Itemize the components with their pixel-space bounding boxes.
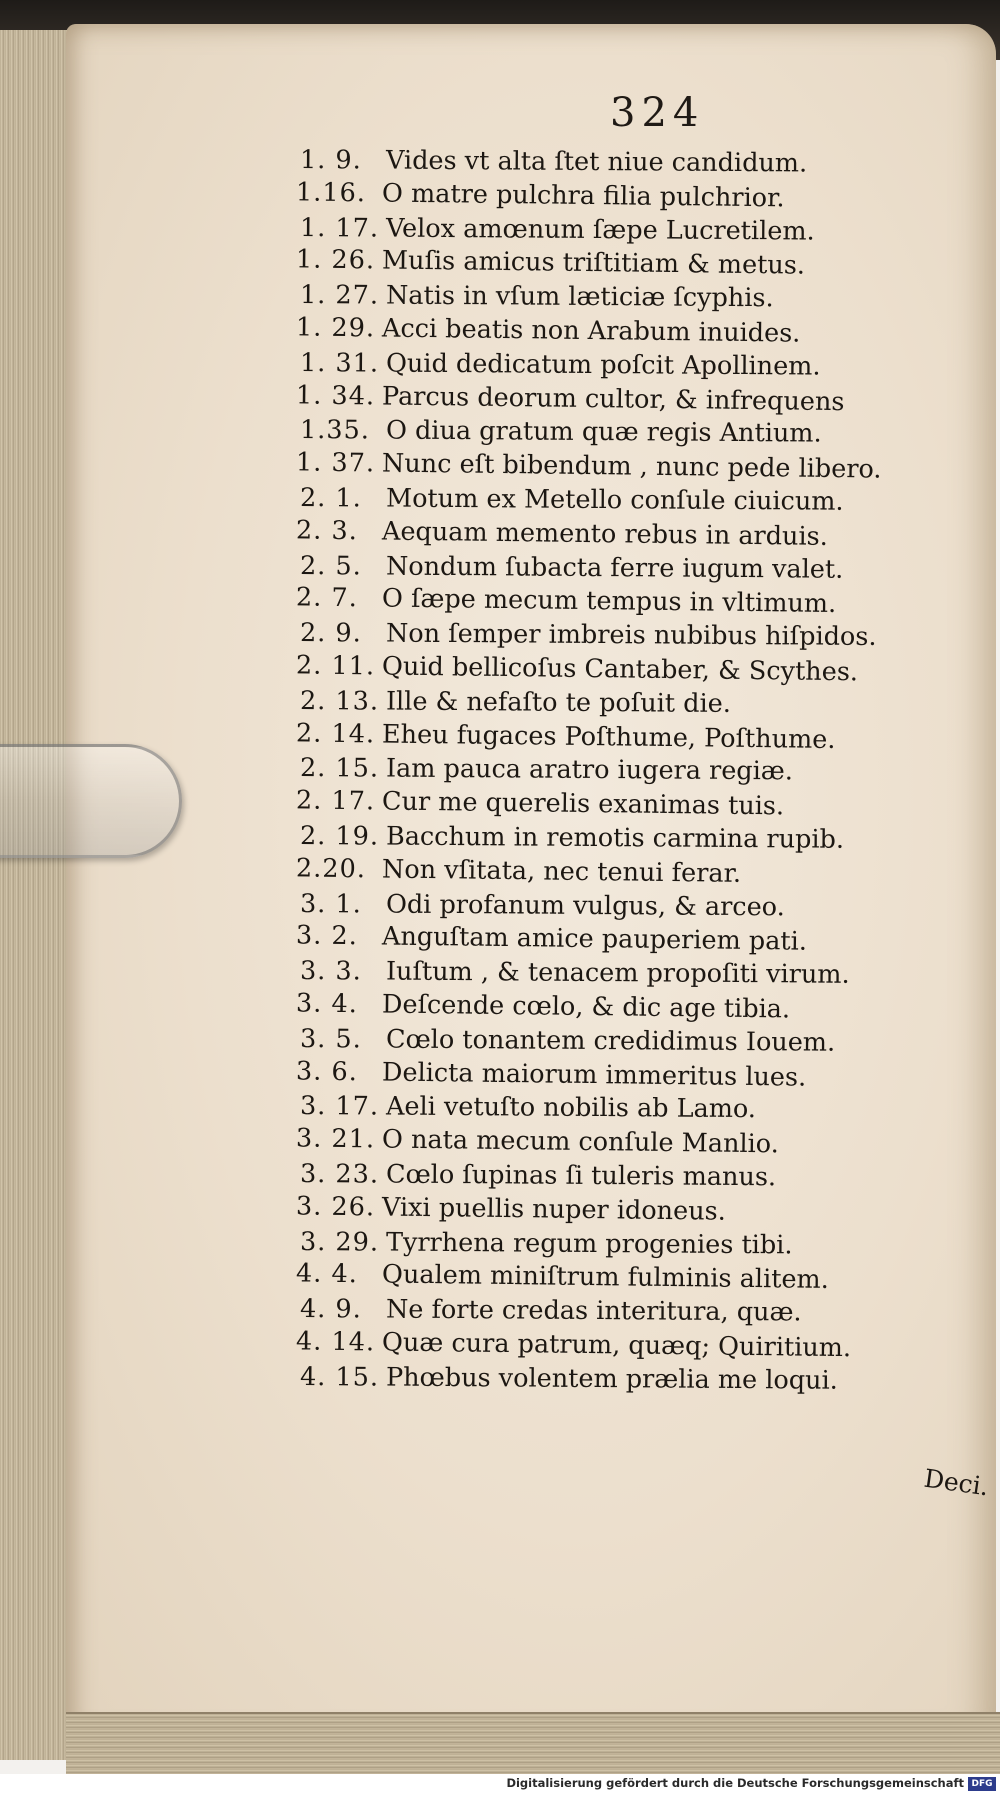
entry-first-line: O ſæpe mecum tempus in vltimum.	[381, 583, 837, 620]
entry-reference: 1. 26.	[295, 244, 376, 276]
index-entry	[300, 1023, 886, 1061]
entry-first-line: O nata mecum conſule Manlio.	[381, 1124, 779, 1160]
entry-reference: 3. 21.	[295, 1123, 376, 1155]
index-entry	[296, 1325, 882, 1366]
entry-reference: 1. 31.	[299, 347, 380, 379]
entry-reference: 1. 37.	[295, 447, 376, 479]
index-entry	[300, 1361, 886, 1399]
entry-first-line: Cur me querelis exanimas tuis.	[381, 786, 785, 822]
entry-first-line: Ille & nefaſto te poſuit die.	[385, 686, 731, 719]
index-entry	[296, 1123, 882, 1164]
entry-first-line: Aequam memento rebus in arduis.	[381, 516, 828, 552]
entry-first-line: Vides vt alta ſtet niue candidum.	[385, 145, 808, 179]
entry-reference: 3. 23.	[299, 1158, 380, 1190]
entry-first-line: Nondum ſubacta ferre iugum valet.	[385, 551, 844, 585]
entry-reference: 2. 9.	[299, 618, 362, 649]
entry-reference: 3. 2.	[295, 920, 358, 952]
index-entry	[296, 987, 882, 1028]
entry-first-line: Muſis amicus triſtitiam & metus.	[381, 245, 806, 282]
index-entry	[300, 955, 886, 993]
entry-first-line: Non ſemper imbreis nubibus hiſpidos.	[385, 618, 877, 653]
first-line-index	[295, 144, 884, 1396]
entry-reference: 2. 15.	[299, 753, 380, 784]
index-entry	[300, 1090, 886, 1128]
entry-reference: 3. 1.	[299, 888, 362, 919]
page-number: 324	[610, 90, 705, 136]
entry-first-line: Aeli vetuſto nobilis ab Lamo.	[385, 1091, 757, 1125]
entry-first-line: Deſcende cœlo, & dic age tibia.	[381, 989, 791, 1025]
entry-first-line: Bacchum in remotis carmina rupib.	[385, 821, 845, 855]
index-entry	[296, 1190, 882, 1231]
entry-first-line: Ne forte credas interitura, quæ.	[385, 1294, 802, 1328]
entry-first-line: Anguſtam amice pauperiem pati.	[381, 921, 808, 957]
entry-reference: 2. 5.	[299, 550, 362, 581]
entry-first-line: Velox amœnum ſæpe Lucretilem.	[385, 213, 815, 247]
entry-reference: 1. 29.	[295, 312, 376, 344]
entry-reference: 2. 11.	[295, 650, 376, 682]
page-holder-clip	[0, 744, 182, 858]
index-entry	[296, 447, 882, 488]
catchword: Deci.	[922, 1463, 991, 1502]
entry-reference: 1. 9.	[299, 144, 362, 176]
index-entry	[300, 482, 886, 520]
index-entry	[300, 414, 886, 452]
entry-first-line: O matre pulchra filia pulchrior.	[381, 178, 785, 214]
index-entry	[300, 347, 886, 385]
index-entry	[300, 820, 886, 858]
entry-first-line: Acci beatis non Arabum inuides.	[381, 313, 801, 349]
entry-reference: 3. 6.	[295, 1055, 358, 1087]
index-entry	[296, 176, 882, 217]
digitization-credit: Digitalisierung gefördert durch die Deutsche Forschungsgemeinschaft	[506, 1776, 964, 1790]
index-entry	[300, 1158, 886, 1196]
entry-first-line: Odi profanum vulgus, & arceo.	[385, 889, 785, 922]
entry-reference: 1. 34.	[295, 380, 376, 411]
entry-reference: 4. 4.	[295, 1258, 358, 1290]
index-entry	[300, 617, 886, 655]
entry-reference: 4. 14.	[295, 1326, 376, 1358]
index-entry	[300, 144, 886, 182]
index-entry	[300, 752, 886, 790]
entry-reference: 2. 19.	[299, 820, 380, 852]
entry-reference: 3. 17.	[299, 1091, 380, 1122]
entry-first-line: Phœbus volentem prælia me loqui.	[385, 1362, 838, 1396]
entry-reference: 2.20.	[295, 853, 367, 885]
entry-first-line: Natis in vſum læticiæ ſcyphis.	[385, 280, 774, 314]
entry-reference: 2. 17.	[295, 785, 376, 817]
entry-reference: 4. 15.	[299, 1361, 380, 1393]
entry-reference: 1. 27.	[299, 280, 380, 311]
entry-first-line: Cœlo ſupinas ſi tuleris manus.	[385, 1159, 777, 1193]
entry-reference: 2. 7.	[295, 582, 358, 614]
entry-first-line: Eheu fugaces Poſthume, Poſthume.	[381, 719, 836, 755]
entry-first-line: O diua gratum quæ regis Antium.	[385, 415, 822, 449]
entry-reference: 3. 5.	[299, 1023, 362, 1055]
entry-reference: 1.35.	[299, 415, 371, 446]
index-entry	[300, 279, 886, 317]
entry-first-line: Motum ex Metello conſule ciuicum.	[385, 483, 844, 517]
index-entry	[296, 649, 882, 690]
entry-reference: 2. 1.	[299, 482, 362, 514]
entry-first-line: Quid bellicoſus Cantaber, & Scythes.	[381, 651, 859, 688]
entry-reference: 2. 13.	[299, 685, 380, 717]
entry-first-line: Iuſtum , & tenacem propoſiti virum.	[385, 956, 850, 990]
entry-reference: 3. 26.	[295, 1191, 376, 1223]
footer-bar	[0, 1774, 1000, 1794]
entry-first-line: Parcus deorum cultor, & infrequens	[381, 381, 845, 417]
entry-reference: 3. 4.	[295, 988, 358, 1020]
index-entry	[296, 514, 882, 555]
index-entry	[296, 311, 882, 352]
index-entry	[296, 852, 882, 893]
entry-first-line: Quæ cura patrum, quæq; Quiritium.	[381, 1327, 852, 1364]
entry-first-line: Cœlo tonantem credidimus Iouem.	[385, 1024, 836, 1058]
index-entry	[296, 1258, 882, 1299]
entry-first-line: Non vſitata, nec tenui ferar.	[381, 854, 742, 889]
index-entry	[300, 1293, 886, 1331]
index-entry	[296, 785, 882, 826]
entry-reference: 1.16.	[295, 177, 367, 209]
entry-first-line: Quid dedicatum poſcit Apollinem.	[385, 348, 821, 382]
entry-reference: 3. 3.	[299, 956, 362, 987]
page-block-bottom-edge	[66, 1712, 1000, 1776]
entry-reference: 3. 29.	[299, 1226, 380, 1258]
dfg-logo-icon: DFG	[968, 1777, 996, 1791]
index-entry	[300, 685, 886, 723]
entry-first-line: Nunc eſt bibendum , nunc pede libero.	[381, 448, 882, 485]
entry-reference: 2. 3.	[295, 515, 358, 546]
entry-reference: 1. 17.	[299, 212, 380, 244]
entry-first-line: Iam pauca aratro iugera regiæ.	[385, 753, 794, 787]
entry-first-line: Delicta maiorum immeritus lues.	[381, 1056, 807, 1093]
entry-first-line: Vixi puellis nuper idoneus.	[381, 1192, 726, 1227]
entry-first-line: Qualem miniſtrum fulminis alitem.	[381, 1259, 830, 1296]
entry-reference: 2. 14.	[295, 717, 376, 749]
entry-first-line: Tyrrhena regum progenies tibi.	[385, 1227, 793, 1260]
entry-reference: 4. 9.	[299, 1294, 362, 1325]
